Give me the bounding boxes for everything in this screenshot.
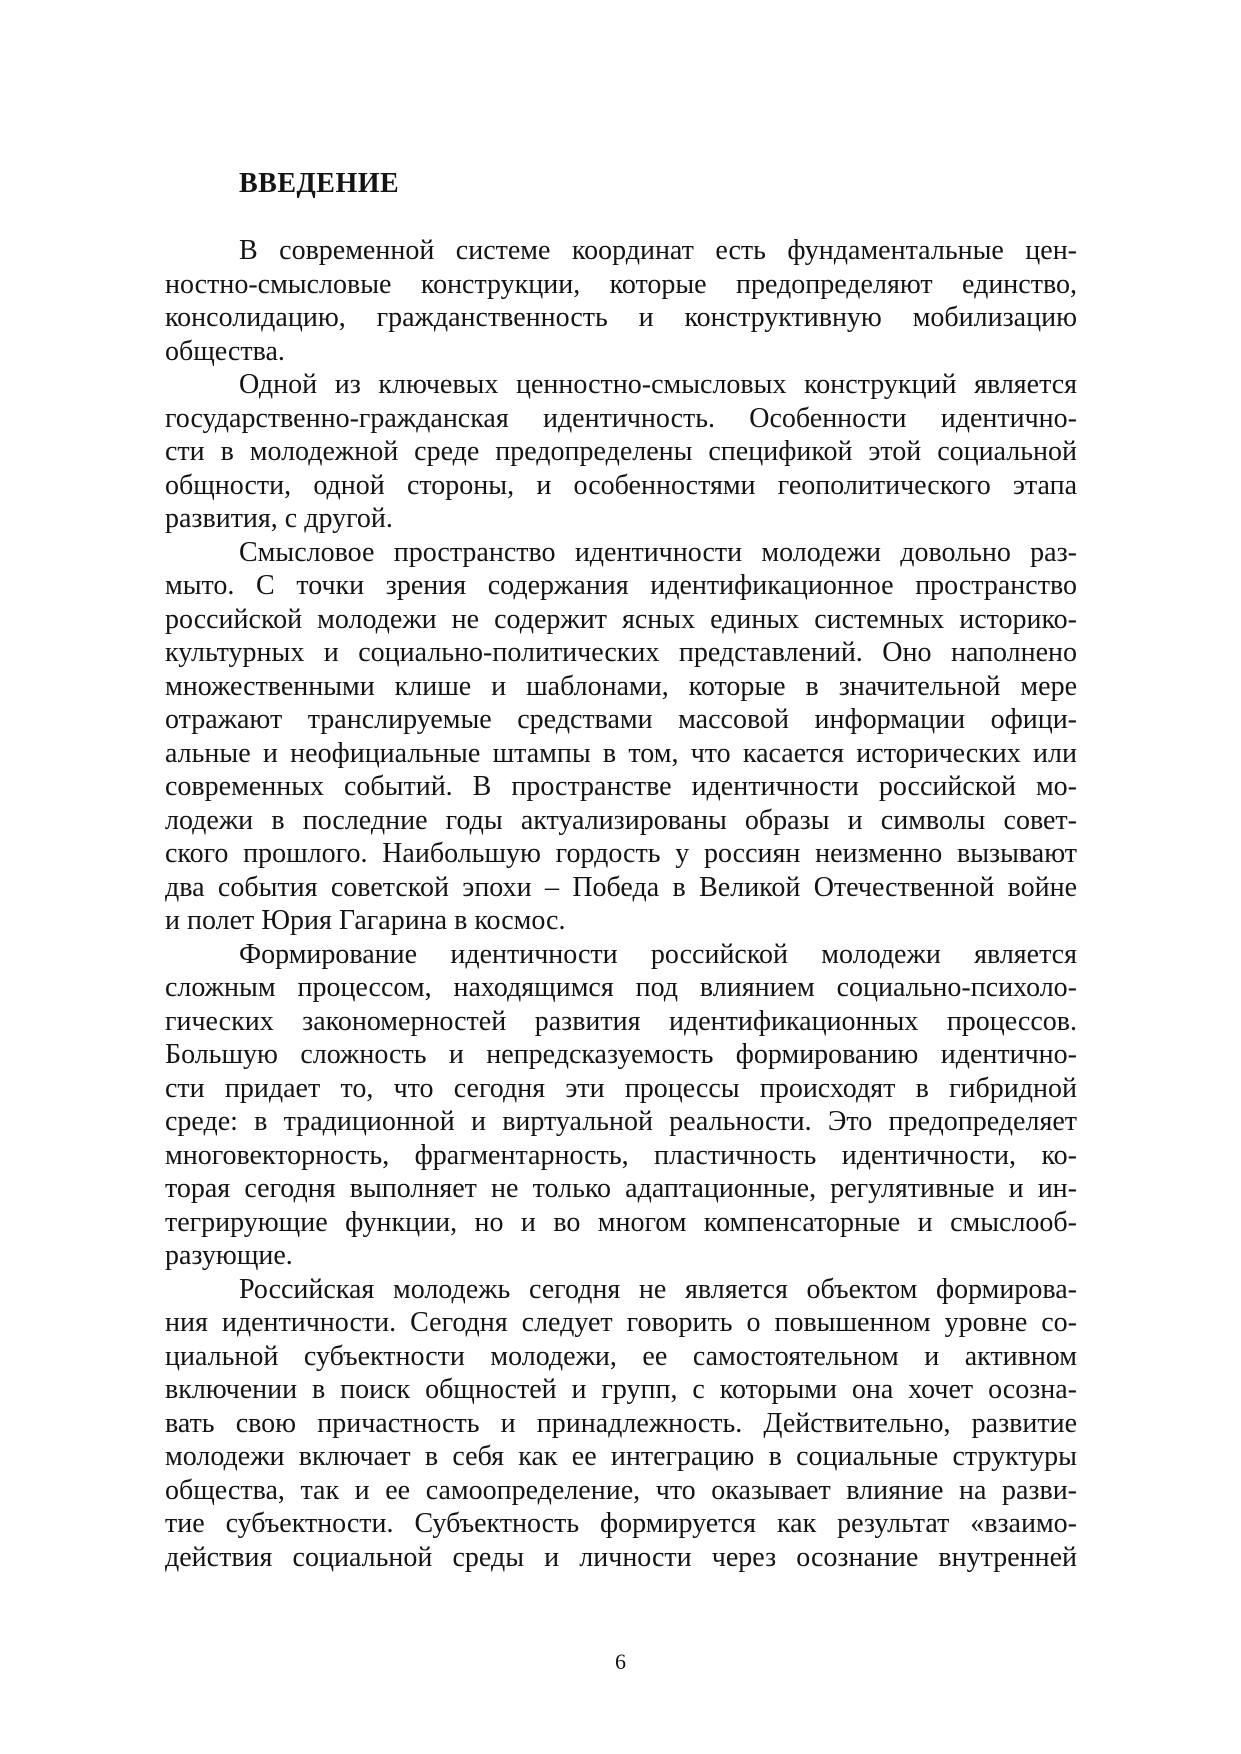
text-line: многовекторность, фрагментарность, пластичность идентичности, ко-	[165, 1139, 1077, 1171]
text-line: сти в молодежной среде предопределены спецификой этой социальной	[165, 436, 1077, 467]
text-line: российской молодежи не содержит ясных единых системных историко-	[165, 603, 1077, 635]
text-line: разующие.	[165, 1240, 293, 1271]
text-line: гических закономерностей развития идентификационных процессов.	[165, 1005, 1077, 1037]
text-line: Одной из ключевых ценностно-смысловых конструкций является	[239, 369, 1077, 400]
text-line: Российская молодежь сегодня не является объектом формирова-	[239, 1273, 1077, 1305]
text-line: множественными клише и шаблонами, которые в значительной мере	[165, 670, 1077, 702]
text-line: мыто. С точки зрения содержания идентификационное пространство	[165, 570, 1077, 601]
text-line: тегрирующие функции, но и во многом компенсаторные и смыслооб-	[165, 1206, 1077, 1238]
text-line: современных событий. В пространстве идентичности российской мо-	[165, 771, 1077, 802]
text-line: вать свою причастность и принадлежность. Действительно, развитие	[165, 1407, 1077, 1439]
text-line: общества.	[165, 335, 285, 367]
text-line: развития, с другой.	[165, 503, 393, 534]
paragraph-5	[165, 1273, 1077, 1575]
text-line: Большую сложность и непредсказуемость формированию идентично-	[165, 1039, 1077, 1070]
section-heading: ВВЕДЕНИЕ	[239, 168, 400, 199]
text-line: сти придает то, что сегодня эти процессы происходят в гибридной	[165, 1072, 1077, 1104]
paragraph-1	[165, 234, 1077, 368]
body-text	[165, 234, 1077, 1574]
paragraph-3	[165, 536, 1077, 938]
text-line: действия социальной среды и личности через осознание внутренней	[165, 1541, 1077, 1573]
text-line: общности, одной стороны, и особенностями геополитического этапа	[165, 469, 1077, 501]
paragraph-4	[165, 938, 1077, 1273]
text-line: ского прошлого. Наибольшую гордость у россиян неизменно вызывают	[165, 838, 1077, 869]
text-line: циальной субъектности молодежи, ее самостоятельном и активном	[165, 1340, 1077, 1372]
text-line: два события советской эпохи – Победа в Великой Отечественной войне	[165, 871, 1077, 903]
text-line: Формирование идентичности российской молодежи является	[239, 938, 1077, 970]
text-line: ностно-смысловые конструкции, которые предопределяют единство,	[165, 268, 1077, 300]
text-line: отражают транслируемые средствами массовой информации офици-	[165, 704, 1077, 735]
text-line: сложным процессом, находящимся под влиянием социально-психоло-	[165, 972, 1077, 1003]
text-line: Смысловое пространство идентичности молодежи довольно раз-	[239, 536, 1077, 568]
text-line: общества, так и ее самоопределение, что оказывает влияние на разви-	[165, 1474, 1077, 1506]
text-line: включении в поиск общностей и групп, с которыми она хочет осозна-	[165, 1374, 1077, 1405]
text-line: и полет Юрия Гагарина в космос.	[165, 905, 566, 936]
text-line: консолидацию, гражданственность и конструктивную мобилизацию	[165, 302, 1077, 333]
paragraph-2	[165, 368, 1077, 536]
text-line: тие субъектности. Субъектность формируется как результат «взаимо-	[165, 1508, 1077, 1539]
page-number: 6	[615, 1649, 626, 1674]
text-line: альные и неофициальные штампы в том, что касается исторических или	[165, 737, 1077, 769]
text-line: культурных и социально-политических представлений. Оно наполнено	[165, 637, 1077, 668]
text-line: молодежи включает в себя как ее интеграцию в социальные структуры	[165, 1441, 1077, 1472]
text-line: В современной системе координат есть фундаментальные цен-	[239, 235, 1077, 266]
text-line: ния идентичности. Сегодня следует говорить о повышенном уровне со-	[165, 1307, 1077, 1338]
text-line: государственно-гражданская идентичность. Особенности идентично-	[165, 402, 1077, 434]
text-line: торая сегодня выполняет не только адаптационные, регулятивные и ин-	[165, 1173, 1077, 1204]
text-line: среде: в традиционной и виртуальной реальности. Это предопределяет	[165, 1106, 1077, 1137]
text-line: лодежи в последние годы актуализированы образы и символы совет-	[165, 804, 1077, 836]
